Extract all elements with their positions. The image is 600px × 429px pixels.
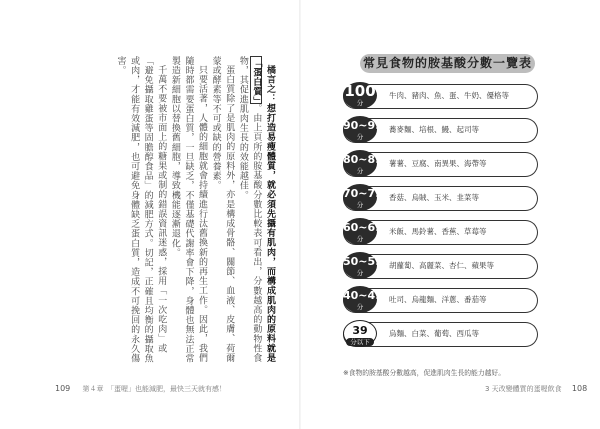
left-footer (55, 384, 226, 394)
score-badge (343, 150, 383, 177)
tip-rest-text: 。由上頁所的胺基酸分數比較表可看出，分數越高的動物性食物，其促進肌肉生長的效能越佳。 (237, 56, 262, 363)
right-footer (485, 384, 587, 394)
score-row (343, 116, 540, 143)
food-list: 米飯、馬鈴薯、香蕉、草莓等 (389, 227, 487, 236)
score-badge (343, 320, 377, 347)
food-list: 蕎麥麵、培根、鰻、起司等 (389, 125, 479, 134)
score-row (343, 320, 540, 347)
score-value: 80~89 (343, 153, 383, 166)
score-unit: 分 (356, 133, 364, 141)
score-unit: 分 (356, 303, 364, 311)
score-row (343, 218, 540, 245)
score-value: 90~99 (343, 119, 383, 132)
tip-paragraph (235, 56, 276, 366)
score-badge (343, 252, 383, 279)
table-title: 常見食物的胺基酸分數一覽表 (360, 54, 535, 73)
food-list: 香菇、烏賊、玉米、韭菜等 (389, 193, 479, 202)
score-value: 50~59 (343, 255, 383, 268)
score-unit: 分 (356, 99, 364, 107)
score-row (343, 82, 540, 109)
body-text (86, 56, 276, 366)
score-value: 100 (344, 82, 376, 100)
score-unit: 分以下 (346, 338, 374, 346)
score-badge (343, 82, 377, 109)
score-unit: 分 (356, 269, 364, 277)
score-unit: 分 (356, 167, 364, 175)
food-list: 胡蘿蔔、高麗菜、杏仁、蘋果等 (389, 261, 494, 270)
paragraph-3: 千萬不要被市面上的糖果或制的錯誤資訊迷惑，採用「一次吃肉」或「避免攝取雞蛋等固膽醇食品」的減肥方式。切記，正確且均衡的攝取魚或肉，才能有效減肥，也可避免身體缺乏蛋白質，造成不可挽回的永久傷害。 (115, 56, 167, 364)
section-title: 3 天改變體質的蛋喔飲食 (485, 385, 562, 393)
tip-label: 橘言之： (265, 65, 275, 104)
score-badge (343, 286, 383, 313)
score-row (343, 150, 540, 177)
score-unit: 分 (356, 235, 364, 243)
protein-boxed-term: 「蛋白質」 (251, 58, 262, 102)
score-row (343, 286, 540, 313)
score-badge (343, 184, 383, 211)
score-unit: 分 (356, 201, 364, 209)
food-list: 烏麵、白菜、葡萄、西瓜等 (389, 329, 479, 338)
food-list: 薯薯、豆腐、南異果、海帶等 (389, 159, 487, 168)
score-value: 39 (352, 324, 368, 337)
paragraph-1: 蛋白質除了是肌肉的原料外，亦是構成骨骼、關節、血液、皮膚、荷爾蒙或酵素等不可或缺的營養素。 (210, 56, 235, 363)
score-value: 70~79 (343, 187, 383, 200)
chapter-title: 第４章 「蛋喔」也能減肥，最快三天就有感！ (82, 385, 227, 393)
paragraph-2: 只要活著，人體的細胞就會持續進行汰舊換新的再生工作。因此，我們隨時都需要蛋白質，一旦缺乏，不僅基礎代謝率會下降，身體也無法正常製造新細胞以替換舊細胞，導致機能逐漸退化。 (169, 56, 208, 364)
food-list: 吐司、烏龍麵、洋蔥、番茄等 (389, 295, 487, 304)
score-value: 60~69 (343, 221, 383, 234)
food-list: 牛肉、豬肉、魚、蛋、牛奶、優格等 (389, 91, 509, 100)
score-row (343, 252, 540, 279)
score-row (343, 184, 540, 211)
score-badge (343, 116, 383, 143)
score-badge (343, 218, 383, 245)
score-value: 40~49 (343, 289, 383, 302)
tip-bold-text: 想打造易瘦體質，就必須先攝有肌肉，而構成肌肉的原料就是 (265, 103, 275, 363)
right-page-number: 108 (571, 384, 588, 393)
left-page-number: 109 (55, 384, 71, 393)
table-note: ※食物的胺基酸分數越高，促進肌肉生長的能力越好。 (343, 369, 506, 377)
